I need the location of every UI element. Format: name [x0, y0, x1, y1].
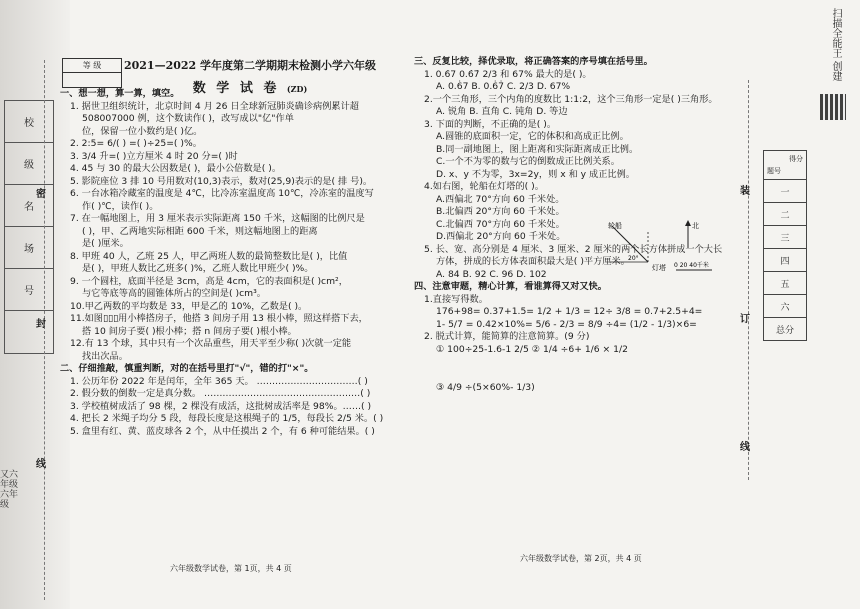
score-header-item: 题号 — [767, 167, 781, 175]
seal-word-3: 线 — [36, 459, 46, 470]
question-line: 11.如图▯▯▯用小棒搭房子，他搭 3 间房子用 13 根小棒，照这样搭下去， — [70, 313, 368, 324]
score-row: 总分 — [775, 325, 794, 336]
seal-word-1: 密 — [36, 189, 46, 200]
question-line: ③ 4/9 ÷(5×60%- 1/3) — [436, 382, 535, 393]
score-row: 六 — [764, 295, 806, 318]
question-line: 1. 据世卫组织统计，北京时间 4 月 26 日全球新冠肺炎确诊病例累计超 — [70, 100, 359, 112]
question-line: 搭 10 间房子要( )根小棒；搭 n 间房子要( )根小棒。 — [82, 325, 297, 337]
question-line: 是( )，甲班人数比乙班多( )%，乙班人数比甲班少( )%。 — [82, 263, 314, 274]
score-header-score: 得分 — [789, 155, 803, 163]
section-heading: 三、反复比较，择优录取，将正确答案的序号填在括号里。 — [414, 56, 653, 67]
question-line: 12.有 13 个球，其中只有一个次品重些，用天平至少称( )次就一定能 — [70, 338, 352, 349]
question-line: 5. 长、宽、高分别是 4 厘米、3 厘米、2 厘米的两个长方体拼成一个大长 — [424, 243, 723, 255]
student-info-strip — [4, 100, 54, 354]
scanner-watermark: 扫描全能王 创建 — [830, 8, 841, 82]
lighthouse-diagram — [590, 218, 720, 280]
question-line: C.一个不为零的数与它的倒数成正比例关系。 — [436, 156, 620, 167]
title-line-1: 2021—2022 学年度第二学期期末检测小学六年级 — [123, 59, 377, 72]
question-line: 2. 脱式计算，能简算的注意简算。(9 分) — [424, 331, 590, 342]
question-line: 3. 下面的判断，不正确的是( )。 — [424, 118, 557, 130]
question-line: A. 84 B. 92 C. 96 D. 102 — [436, 268, 547, 280]
footer-left: 六年级数学试卷，第 1页，共 4 页 — [170, 564, 292, 573]
score-row: 二 — [764, 203, 806, 226]
question-line: ( )，甲、乙两地实际相距 600 千米，则这幅地图上的距离 — [82, 225, 318, 237]
question-line: B.北偏西 20°方向 60 千米处。 — [436, 206, 565, 217]
question-line: 是( )厘米。 — [82, 238, 129, 249]
question-line: 6. 一台冰箱冷藏室的温度是 4℃，比冷冻室温度高 10℃，冷冻室的温度写 — [70, 188, 374, 199]
info-label-name: 名 — [5, 185, 53, 227]
qr-code — [820, 94, 846, 120]
question-line: 3. 学校植树成活了 98 棵，2 棵没有成活，这批树成活率是 98%。……( ) — [70, 400, 372, 412]
question-line: A.圆锥的底面积一定，它的体积和高成正比例。 — [436, 131, 629, 142]
diagram-label-angle: 20° — [628, 255, 639, 262]
question-line: 10.甲乙两数的平均数是 33，甲是乙的 10%，乙数是( )。 — [70, 300, 308, 312]
right-seal-word-3: 线 — [740, 442, 750, 453]
question-line — [414, 356, 734, 382]
diagram-label-tower: 灯塔 — [652, 264, 666, 272]
question-line: 7. 在一幅地图上，用 3 厘米表示实际距离 150 千米，这幅图的比例尺是 — [70, 213, 365, 224]
section-heading: 二、仔细推敲，慎重判断，对的在括号里打"√"，错的打"×"。 — [60, 363, 314, 374]
seal-word-2: 封 — [36, 319, 46, 330]
question-line: 1- 5/7 = 0.42×10%= 5/6 - 2/3 = 8/9 ÷4= (1/2 - 1/3)×6= — [436, 318, 697, 330]
grade-box — [62, 58, 122, 88]
question-line: 3. 3/4 升=( )立方厘米 4 时 20 分=( )时 — [70, 150, 238, 162]
grade-label: 等 级 — [63, 59, 121, 73]
north-arrow-head — [685, 220, 691, 226]
stamp-text: 又六年级六年级 — [0, 470, 19, 510]
diagram-label-scale: 0 20 40千米 — [674, 262, 709, 269]
question-line: 方体，拼成的长方体表面积最大是( )平方厘米。 — [436, 256, 630, 267]
section-heading: 一、想一想，算一算，填空。 — [60, 88, 180, 99]
question-line: D. x、y 不为零，3x=2y，则 x 和 y 成正比例。 — [436, 168, 635, 180]
question-line: A. 锐角 B. 直角 C. 钝角 D. 等边 — [436, 106, 568, 117]
question-line: 4. 45 与 30 的最大公因数是( )，最小公倍数是( )。 — [70, 163, 282, 174]
seal-line-left — [44, 60, 45, 600]
score-row: 一 — [764, 180, 806, 203]
seal-line-right — [748, 80, 749, 480]
score-table — [763, 150, 807, 341]
question-line: 位，保留一位小数约是( )亿。 — [82, 125, 203, 137]
info-label-class: 级 — [5, 143, 53, 185]
diagram-label-ship: 轮船 — [608, 222, 622, 230]
score-table-header — [764, 151, 806, 180]
right-seal-word-2: 订 — [740, 314, 750, 325]
right-seal-word-1: 装 — [740, 186, 750, 197]
question-line: 1.直接写得数。 — [424, 293, 488, 305]
question-line: 8. 甲班 40 人，乙班 25 人，甲乙两班人数的最简整数比是( )，比值 — [70, 250, 348, 262]
question-line: 4. 把长 2 米绳子均分 5 段，每段长度是这根绳子的 1/5，每段长 2/5 米。( ) — [70, 413, 384, 424]
question-line: 1. 0.6̇7 0.6̇7̇ 2/3 和 67% 最大的是( )。 — [424, 68, 592, 80]
score-row: 四 — [764, 249, 806, 272]
question-line: 2. 假分数的倒数一定是真分数。 ……………………………………………( ) — [70, 388, 371, 399]
question-line: 作( )℃，读作( )。 — [82, 200, 159, 212]
section-heading: 四、注意审题，精心计算，看谁算得又对又快。 — [414, 281, 607, 292]
question-line: 与它等底等高的圆锥体所占的空间是( )cm³。 — [82, 288, 266, 299]
question-line: 2. 2:5= 6/( ) =( )÷25=( )%。 — [70, 138, 202, 149]
title-code: (ZD) — [286, 84, 308, 94]
question-line: ① 100÷25-1.6-1 2/5 ② 1/4 ÷6+ 1/6 × 1/2 — [436, 343, 628, 355]
question-line: A.西偏北 70°方向 60 千米处。 — [436, 193, 565, 205]
footer-right: 六年级数学试卷，第 2页，共 4 页 — [520, 554, 642, 563]
diagram-label-north: 北 — [692, 222, 699, 230]
score-row: 五 — [764, 272, 806, 295]
info-label-school: 校 — [5, 101, 53, 143]
question-line: D.西偏北 20°方向 60 千米处。 — [436, 231, 566, 242]
question-line: 9. 一个圆柱，底面半径是 3cm，高是 4cm，它的表面积是( )cm²， — [70, 275, 348, 287]
question-line: A. 0.6̇7 B. 0.6̇7̇ C. 2/3 D. 67% — [436, 81, 571, 92]
question-line: 176+98= 0.37+1.5= 1/2 + 1/3 = 12÷ 3/8 = 0.7+2.5+4= — [436, 306, 703, 317]
question-line: 5. 影院座位 3 排 10 号用数对(10,3)表示，数对(25,9)表示的是( 排 号)。 — [70, 175, 373, 187]
question-line: C.北偏西 70°方向 60 千米处。 — [436, 218, 565, 230]
question-line: B.同一副地图上，图上距离和实际距离成正比例。 — [436, 143, 639, 155]
question-line: 1. 公历年份 2022 年是闰年，全年 365 天。 ……………………………( ) — [70, 375, 368, 387]
question-line: 4.如右图，轮船在灯塔的( )。 — [424, 181, 544, 192]
question-line: 5. 盒里有红、黄、蓝皮球各 2 个，从中任摸出 2 个，有 6 种可能结果。( ) — [70, 425, 375, 437]
question-line: 508007000 例，这个数读作( )，改写成以"亿"作单 — [82, 113, 294, 124]
info-label-number: 号 — [5, 269, 53, 311]
score-row: 三 — [764, 226, 806, 249]
question-line: 2.一个三角形，三个内角的度数比 1:1:2，这个三角形一定是( )三角形。 — [424, 93, 718, 105]
title-main: 数 学 试 卷 — [192, 81, 280, 96]
info-label-room: 场 — [5, 227, 53, 269]
left-question-column — [60, 88, 405, 438]
question-line: 找出次品。 — [82, 350, 128, 362]
